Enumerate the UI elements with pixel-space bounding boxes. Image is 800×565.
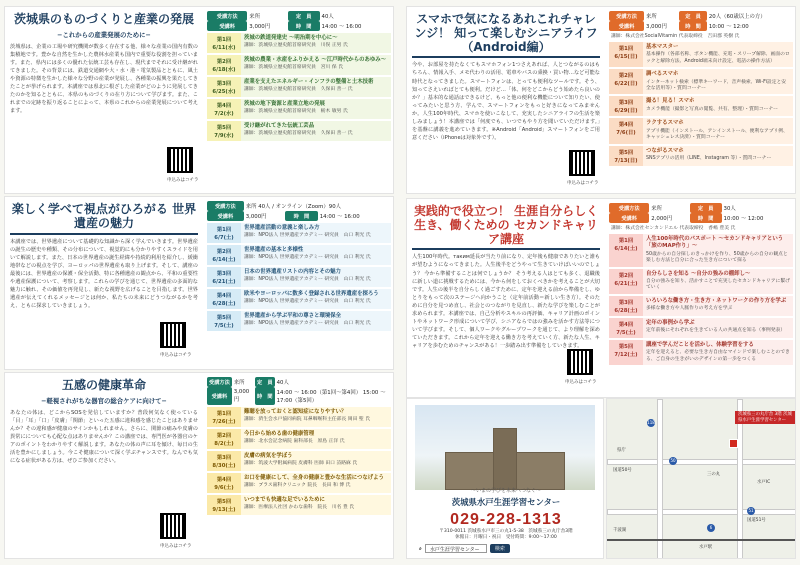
session-date: 7/26(土) [212, 419, 236, 425]
course-description [5, 373, 203, 558]
session-lecturer: 講師：NPO法人 世界遺産アカデミー 研究員 山口 利光 氏 [244, 299, 371, 305]
course-title: 楽しく学べて視点がひろがる 世界遺産の魅力 [11, 202, 197, 230]
fee-tag: 受講料 [207, 387, 232, 405]
location-marker-icon [729, 439, 738, 448]
method-value: 来所 [651, 206, 663, 212]
tagline: 〜いまの学びを未来へつなぐ〜 [470, 488, 541, 494]
session-2 [609, 69, 793, 94]
session-no: 第2回 [618, 272, 634, 279]
session-5 [609, 340, 793, 365]
session-detail: アプリ機能（インストール、アンインストール、便利なアプリ例、キャッシュレス決済）・質問コーナー [646, 128, 788, 141]
session-title: 撮る！見る！スマホ [646, 98, 695, 105]
divider [10, 233, 198, 235]
session-detail: SNSアプリの活用（LINE、Instagram 等）・質問コーナー [646, 156, 772, 161]
qr-code-icon[interactable] [167, 147, 193, 173]
session-no: 第3回 [618, 299, 634, 306]
session-date: 6/21(土) [614, 280, 638, 287]
qr-caption: 申込みはコチラ [160, 353, 192, 358]
session-title: いつまでも快適な足でいるために [244, 497, 325, 503]
course-lecturer: 講師：株式会社センカンドエル 代表取締役 香嶋 豊美 氏 [611, 226, 736, 231]
session-date: 6/14(土) [614, 246, 638, 252]
session-detail: 自分の強みを知り、活かすことで充実したセカンドキャリアに繋げていく [646, 278, 790, 291]
session-1 [609, 234, 793, 267]
method-value: 来所 [249, 14, 261, 20]
session-4 [207, 289, 391, 309]
capacity-tag: 定 員 [288, 11, 320, 21]
session-lecturer: 講師：茨城県立歴史館首席研究員 久保田 善一 氏 [244, 87, 353, 93]
session-date: 6/28(土) [614, 307, 638, 314]
time-tag: 時 間 [255, 387, 275, 405]
session-date: 9/13(土) [212, 507, 236, 513]
course-schedule [605, 7, 796, 193]
session-2 [609, 269, 793, 294]
session-no: 第4回 [216, 103, 232, 109]
session-detail: インターネット検索（標準キーワード、音声検索、Wi-Fi設定と安全な活用等）・質問コーナー [646, 79, 787, 91]
method-tag: 受講方法 [207, 11, 247, 21]
time-value: 10:00 〜 12:00 [723, 216, 764, 222]
session-no: 第1回 [216, 227, 232, 233]
time-value: 10:00 〜 12:00 [708, 24, 749, 30]
session-no: 第2回 [618, 73, 634, 80]
session-date: 8/2(土) [214, 441, 234, 447]
center-name: 茨城県水戸生涯学習センター [451, 497, 561, 507]
session-3 [609, 96, 793, 116]
qr-caption: 申込みはコチラ [167, 178, 199, 183]
session-date: 7/12(土) [614, 351, 638, 358]
course-body: あなたの体は、どこからSOSを発信していますか？普段何気なく使っている「目」「耳」「口」「皮膚」「関節」といった五感に違和感を感じたことはありませんか？その違和感が健康のサインかもしれません。さらに、関節の痛みや皮膚の異常にについても心配な点はありませんか？この講座では、専門医が各器官のケアのポイントをわかりやすく解説します。あなたの体の声に耳を傾け、毎日の生活を豊かにしましょう。今こそ健康について深く学ぶチャンスです。なんでも気になる症状がある方は、ぜひご参加ください。 [10, 409, 198, 465]
session-title: 調べるスマホ [646, 71, 679, 78]
session-1 [609, 42, 793, 67]
map-label: 水戸IC [757, 480, 771, 485]
session-lecturer: 講師：済生会水戸協同病院 耳鼻咽喉科主任部長 岡田 聖 氏 [244, 417, 371, 423]
session-2 [207, 245, 391, 265]
qr-caption: 申込みはコチラ [567, 181, 599, 186]
session-date: 6/18(水) [212, 67, 236, 73]
session-3 [207, 451, 391, 471]
session-title: 茨城の地下資源と産業立地の発展 [244, 101, 325, 107]
session-lecturer: 講師：筑波大学附属病院 皮膚科 医師 田口 詩路麻 氏 [244, 461, 358, 467]
fee-tag: 受講料 [609, 21, 644, 31]
fee-tag: 受講料 [207, 21, 247, 31]
method-value: 来所 [233, 380, 245, 386]
course-body: 茨城県は、企業の工場や研究機関が数多く存在する他、様々な産業の国内有数の集積地です。豊かな自然を生かした農林水産業も国内で重要な役割を担っています。また、県内には多くの優れた伝統工芸も存在し、現代までそれに受け継がれてきました。その背景には、鉄道交通網や大・水・港・電気製品とともに、風土や資源の特徴を生かした様々な分野の産業が発展し、各種業の振興を果たしてきたことが挙げられます。本講座では県北に根ざした産業がどのように発展してきたのかを知るとともに、本県のものづくりの在り方について学びます。また、これまでの定跡を振り返ることによって、本県のこれからの産業発展について考えます。 [10, 43, 198, 115]
course-panel-monozukuri [4, 6, 394, 194]
course-description [5, 197, 203, 369]
session-date: 7/13(日) [614, 157, 638, 164]
session-date: 7/5(土) [214, 323, 234, 329]
session-4 [609, 118, 793, 143]
session-title: ラクするスマホ [646, 120, 684, 127]
session-lecturer: 講師：茨城県立歴史館首席研究員 久保田 善一 氏 [244, 131, 353, 137]
hours: 休館日：月曜日・祝日 受付時間：9:00〜17:00 [455, 535, 557, 541]
fee-value: 2,000円 [651, 216, 673, 222]
map-label: 県庁 [617, 448, 626, 453]
session-no: 第5回 [216, 315, 232, 321]
time-value: 14:00 〜 16:00 [319, 214, 360, 220]
session-title: 産業を支えたエネルギー・インフラの整備と土木技術 [244, 79, 374, 85]
session-date: 6/11(水) [212, 45, 236, 51]
session-1 [207, 407, 391, 427]
session-no: 第3回 [216, 455, 232, 461]
course-info-table [207, 11, 391, 31]
session-date: 7/6(日) [616, 130, 636, 137]
fee-value: 3,000円 [245, 214, 267, 220]
session-lecturer: 講師：北水会記念病院 歯科部長 原島 正洋 氏 [244, 439, 345, 445]
capacity-tag: 定 員 [690, 203, 722, 213]
capacity-value: 30人 [723, 206, 736, 212]
qr-code-icon[interactable] [567, 349, 593, 375]
session-title: お口を健康にして、全身の健康と豊かな生活につなげよう [244, 475, 384, 481]
session-no: 第3回 [618, 100, 634, 107]
divider [412, 56, 600, 58]
route-118-icon: 118 [647, 420, 655, 425]
divider [412, 248, 600, 250]
session-date: 8/30(土) [212, 463, 236, 469]
session-lecturer: 講師：医療法人社団 かわな歯科 院長 川名 豊 氏 [244, 505, 355, 511]
course-schedule [203, 197, 394, 369]
capacity-value: 40人 [321, 14, 334, 20]
session-no: 第5回 [216, 499, 232, 505]
session-title: つながるスマホ [646, 147, 684, 154]
session-no: 第5回 [618, 149, 634, 156]
search-input[interactable]: 水戸生涯学習センター [425, 544, 487, 553]
building-tower [493, 428, 517, 490]
session-lecturer: 講師：NPO法人 世界遺産アカデミー 研究員 山口 利光 氏 [244, 321, 371, 327]
session-date: 6/15(日) [614, 54, 638, 60]
session-4 [207, 99, 391, 119]
session-2 [207, 429, 391, 449]
session-lecturer: 講師：NPO法人 世界遺産アカデミー 研究員 山口 利光 氏 [244, 233, 371, 239]
session-detail: 定年を迎えると、必要な生き方自由なマインドで楽しむことのできる、ご自身の生きがいのデザインの第一歩をつくる [646, 350, 790, 362]
method-tag: 受講方法 [609, 11, 644, 21]
course-panel-world-heritage [4, 196, 394, 370]
phone-number[interactable]: 029-228-1313 [450, 511, 562, 528]
session-date: 7/9(水) [214, 133, 234, 139]
course-info-table [609, 11, 793, 40]
course-title: 五感の健康革命 [61, 378, 146, 392]
course-panel-smartphone [406, 6, 796, 194]
session-no: 第4回 [618, 122, 634, 129]
session-title: 茨城の鉄道発達史 〜明治期を中心に〜 [244, 35, 338, 41]
session-lecturer: 講師：茨城県立歴史館首席研究員 栃木 敏男 氏 [244, 109, 348, 115]
course-schedule [203, 7, 394, 193]
session-title: 世界遺産の基本と多様性 [244, 247, 304, 253]
session-1 [207, 223, 391, 243]
time-tag: 時 間 [690, 213, 722, 223]
course-description [407, 7, 605, 193]
center-info [407, 487, 604, 542]
course-title: 実践的で役立つ！ 生涯自分らしく生き、働くための セカンドキャリア講座 [413, 204, 599, 246]
right-column [406, 6, 796, 559]
session-no: 第1回 [216, 37, 232, 43]
center-promo [406, 398, 604, 559]
method-value: 来所 [646, 14, 657, 20]
session-lecturer: 講師：ブラス歯科クリニック 院長 長田 和 博 氏 [244, 483, 351, 489]
road-horizontal [607, 459, 796, 465]
course-info-table [207, 377, 391, 405]
session-lecturer: 講師：NPO法人 世界遺産アカデミー 研究員 山口 利光 氏 [244, 255, 371, 261]
session-date: 6/28(土) [212, 301, 236, 307]
session-no: 第2回 [216, 249, 232, 255]
session-title: 今日から始める歯の健康管理 [244, 431, 315, 437]
session-3 [609, 296, 793, 316]
session-detail: 50歳からの自分探しのきっかけを作り、50歳からの自分の観点と楽しむ方法と自分に合った生き方について探る [646, 251, 788, 264]
session-date: 9/6(土) [214, 485, 234, 491]
road-horizontal [607, 509, 796, 515]
time-tag: 時 間 [679, 21, 707, 31]
session-title: 難聴を放っておくと認知症になりやすい？ [244, 409, 347, 415]
fee-tag: 受講料 [207, 211, 244, 221]
session-no: 第2回 [216, 59, 232, 65]
course-body: 本講座では、世界遺産について基礎的な知識から深く学んでいきます。世界遺産の誕生の歴史や種類、その分布について、視覚的にも分かりやすくスライドを用いて解説します。また、日本の世界遺産の誕生経緯や持続的利用を紹介し、緩衝地帯などの視点を学び、ヨーロッパの世界遺産も取り上げます。そして、講座の最後には、世界遺産の保護・保全活動、特に各種遺産の観点から、平和の重要性や遺産保護について、考察します。これらの学びを通じて、世界遺産の多面的な魅力に触れ、その価値を再発見し、新たな視野を広げることを目指します。世界遺産が伝えてくれるメッセージとは何か、私たちの未来にどうつながるかを考え、ともに探求していきましょう。 [10, 238, 198, 310]
capacity-value: 20人（60歳以上の方） [708, 14, 766, 20]
session-date: 6/21(土) [212, 279, 236, 285]
course-body: 人生100年時代。таким延長が当たり前になり、定年後も健康でありたいと誰もが望むようになってきました。人生後半をどうやって生きていけばいいのでしょう？ 今から準備することは何でしょうか？ そう考える人はとても多く、退職後に新しい道に挑戦するためには、今から何をしておくべきかを考えることが大切です。人生の後半を自分らしく過ごすために、定年を迎える前から準備をし、ゆとりをもって次のステージへ向かうこと（定年前活動＝新しい生き方）。そのために自分を見つめ直し、社会とのつながりを見直し、新たな学びを楽しむことが求められます。本講座では、自己分析やスキルの再評価、キャリア計画のポイントやネットワーク形成について学び、シニアならではの強みを活かす方法等について学びます。そして、個人ワークやグループワークを通じて、より理解を深めていただきます。これから定年を迎える働き方を考えていく方、新たな人生、キャリアを歩むためのチャンスがある！一歩踏み出す準備をしていきます。 [412, 254, 600, 350]
session-3 [207, 267, 391, 287]
fee-value: 3,000円 [249, 24, 271, 30]
session-title: 講座で学んだことを活かし、体験学習をする [646, 341, 754, 348]
map-label: 三の丸 [707, 472, 721, 477]
railway-line [607, 539, 796, 541]
session-title: 日本の世界遺産リストの内容とその魅力 [244, 269, 341, 275]
fee-value: 3,000円 [646, 24, 667, 30]
capacity-tag: 定 員 [255, 377, 275, 387]
session-title: 自分らしさを知る 〜自分の強みの棚卸し〜 [646, 270, 751, 277]
session-5 [207, 121, 391, 141]
session-title: 定年の事例から学ぶ [646, 319, 695, 326]
course-info-table [609, 203, 793, 232]
session-lecturer: 講師：茨城県立歴史館首席研究員 川俣 正男 氏 [244, 43, 348, 49]
session-4 [207, 473, 391, 493]
course-subtitle: −これからの産業発展のために− [57, 30, 151, 39]
session-lecturer: 講師：NPO法人 世界遺産アカデミー 研究員 山口 利光 氏 [244, 277, 371, 283]
fee-value: 3,000円 [233, 389, 250, 403]
session-4 [609, 318, 793, 338]
course-lecturer: 講師：株式会社SocialVitamin 代表取締役 吉田郡 英樹 氏 [611, 34, 740, 39]
method-tag: 受講方法 [609, 203, 649, 213]
session-3 [207, 77, 391, 97]
road-vertical [657, 399, 663, 559]
fee-tag: 受講料 [609, 213, 649, 223]
course-schedule [605, 199, 796, 397]
session-title: 欧米やヨーロッパに数多く登録される世界遺産を探ろう [244, 291, 379, 297]
session-detail: 定年前後にそれぞれを生きている人の共通点を知る（事例発表） [646, 328, 786, 334]
course-info-table [207, 201, 391, 221]
session-title: 世界遺産活動の意義と楽しみ方 [244, 225, 320, 231]
map-label: 千波湖 [613, 528, 627, 533]
map-label: 国道50号 [613, 468, 632, 473]
left-column [4, 6, 394, 559]
access-map [606, 398, 796, 559]
session-no: 第1回 [618, 238, 634, 244]
course-schedule [203, 373, 394, 558]
session-no: 第4回 [216, 293, 232, 299]
session-no: 第4回 [618, 321, 634, 328]
course-subtitle: −軽視されがちな器官の総合ケアに向けて− [41, 396, 167, 405]
session-2 [207, 55, 391, 75]
session-no: 第4回 [216, 477, 232, 483]
session-no: 第5回 [216, 125, 232, 131]
session-date: 6/7(土) [214, 235, 234, 241]
session-detail: 基本操作（各部名称、ボタン機能、充電・スリープ解除、画面のロックと解除方法、Android端末向け設定、電話の操作方法） [646, 52, 790, 64]
qr-code-icon[interactable] [160, 513, 186, 539]
course-title: 茨城県のものづくりと産業の発展 [13, 12, 194, 26]
qr-caption: 申込みはコチラ [160, 544, 192, 549]
session-date: 6/29(日) [614, 108, 638, 115]
capacity-value: 40人 [276, 380, 289, 386]
time-value: 14:00 〜 16:00 [321, 24, 362, 30]
session-5 [207, 311, 391, 331]
session-no: 第1回 [618, 46, 634, 52]
course-description [5, 7, 203, 193]
capacity-tag: 定 員 [679, 11, 707, 21]
map-label: 水戸駅 [699, 545, 713, 550]
map-callout: 茨城県三の丸庁舎 3階 茨城県水戸生涯学習センター [735, 411, 795, 424]
search-bar: ⌕ 水戸生涯学習センター 検索 [419, 544, 510, 553]
session-date: 6/25(水) [212, 89, 236, 95]
course-body: 今や、お部屋を持たなくてもスマホフォン1つさえあれば、人とつながるのはもちろん、情報入手、メモ代わりの活用、電車やバスの乗換・買い物…など可能な時代となってきました。スマートフォンは、とっても便利なツールです。そう、知ってさえいればとても便利。だけど…「体、何をどこからどう始めたら良いのか？」基本的な通話はできるけど、もっと他の便利な機能について知りたい、使ってみたいと思う方、学んで、スマートフォンをもっと好きになってみませんか。人生100年時代、スマホを使いこなして、充実したシニアライフの生活を楽しみましょう！本講座では「何度でも、いつでもやり方を聞いていただけます。」を基盤に講義を進めていきます。※Android「Android」スマートフォンをご用意ください（iPhoneは対象外です）。 [412, 62, 600, 141]
course-panel-five-senses [4, 372, 394, 559]
route-51-icon: 51 [748, 508, 754, 513]
address: 〒310-0011 茨城県水戸市三の丸1-5-38 茨城県三の丸庁舎3階 [439, 529, 573, 534]
method-tag: 受講方法 [207, 201, 244, 211]
session-no: 第3回 [216, 271, 232, 277]
session-title: 茨城の農業・水産をふりかえる 〜江戸時代からのあゆみ〜 [244, 57, 387, 63]
session-title: 受け継がれてきた伝統工芸品 [244, 123, 315, 129]
session-date: 7/5(土) [616, 329, 636, 336]
session-detail: カメラ機能（撮影と写真の閲覧、共有、整理）・質問コーナー [646, 106, 778, 112]
qr-caption: 申込みはコチラ [565, 380, 597, 385]
session-title: 世界遺産から学ぶ平和の尊さと環境保全 [244, 313, 342, 319]
route-50-icon: 50 [670, 458, 676, 463]
session-1 [207, 33, 391, 53]
map-label: 国道51号 [747, 518, 766, 523]
session-title: いろいろな働き方・生き方・ネットワークの作り方を学ぶ [646, 297, 787, 304]
session-no: 第5回 [618, 343, 634, 350]
qr-code-icon[interactable] [160, 322, 186, 348]
session-title: 人生100年時代のパスポート 〜セカンドキャリアという「旅のMAP作り」〜 [646, 236, 784, 250]
time-tag: 時 間 [285, 211, 318, 221]
session-title: 皮膚の病気を学ぼう [244, 453, 293, 459]
session-date: 6/14(土) [212, 257, 236, 263]
session-no: 第2回 [216, 433, 232, 439]
session-5 [609, 146, 793, 166]
time-tag: 時 間 [288, 21, 320, 31]
session-title: 基本マスター [646, 44, 679, 50]
search-button[interactable]: 検索 [490, 544, 510, 553]
course-description [407, 199, 605, 397]
session-detail: 多様な働き方や人脈作りの考え方を学ぶ [646, 306, 733, 312]
time-value: 14:00 〜 16:00（第1回〜第4回） 15:00 〜 17:00（第5回） [276, 390, 386, 404]
qr-code-icon[interactable] [569, 150, 595, 176]
session-5 [207, 495, 391, 515]
session-date: 7/2(水) [214, 111, 234, 117]
session-lecturer: 講師：茨城県立歴史館首席研究員 宮川 保 氏 [244, 65, 343, 71]
session-date: 6/22(日) [614, 81, 638, 88]
building-photo [415, 405, 595, 490]
session-no: 第1回 [216, 411, 232, 417]
course-panel-second-career [406, 198, 796, 398]
method-tag: 受講方法 [207, 377, 232, 387]
course-title: スマホで気になるあれこれチャレンジ！ 知って楽しむシニアライフ（Android編） [414, 12, 598, 54]
method-value: 来所 40人 / オンライン（Zoom）90人 [245, 204, 342, 210]
session-no: 第3回 [216, 81, 232, 87]
route-6-icon: 6 [707, 524, 715, 532]
